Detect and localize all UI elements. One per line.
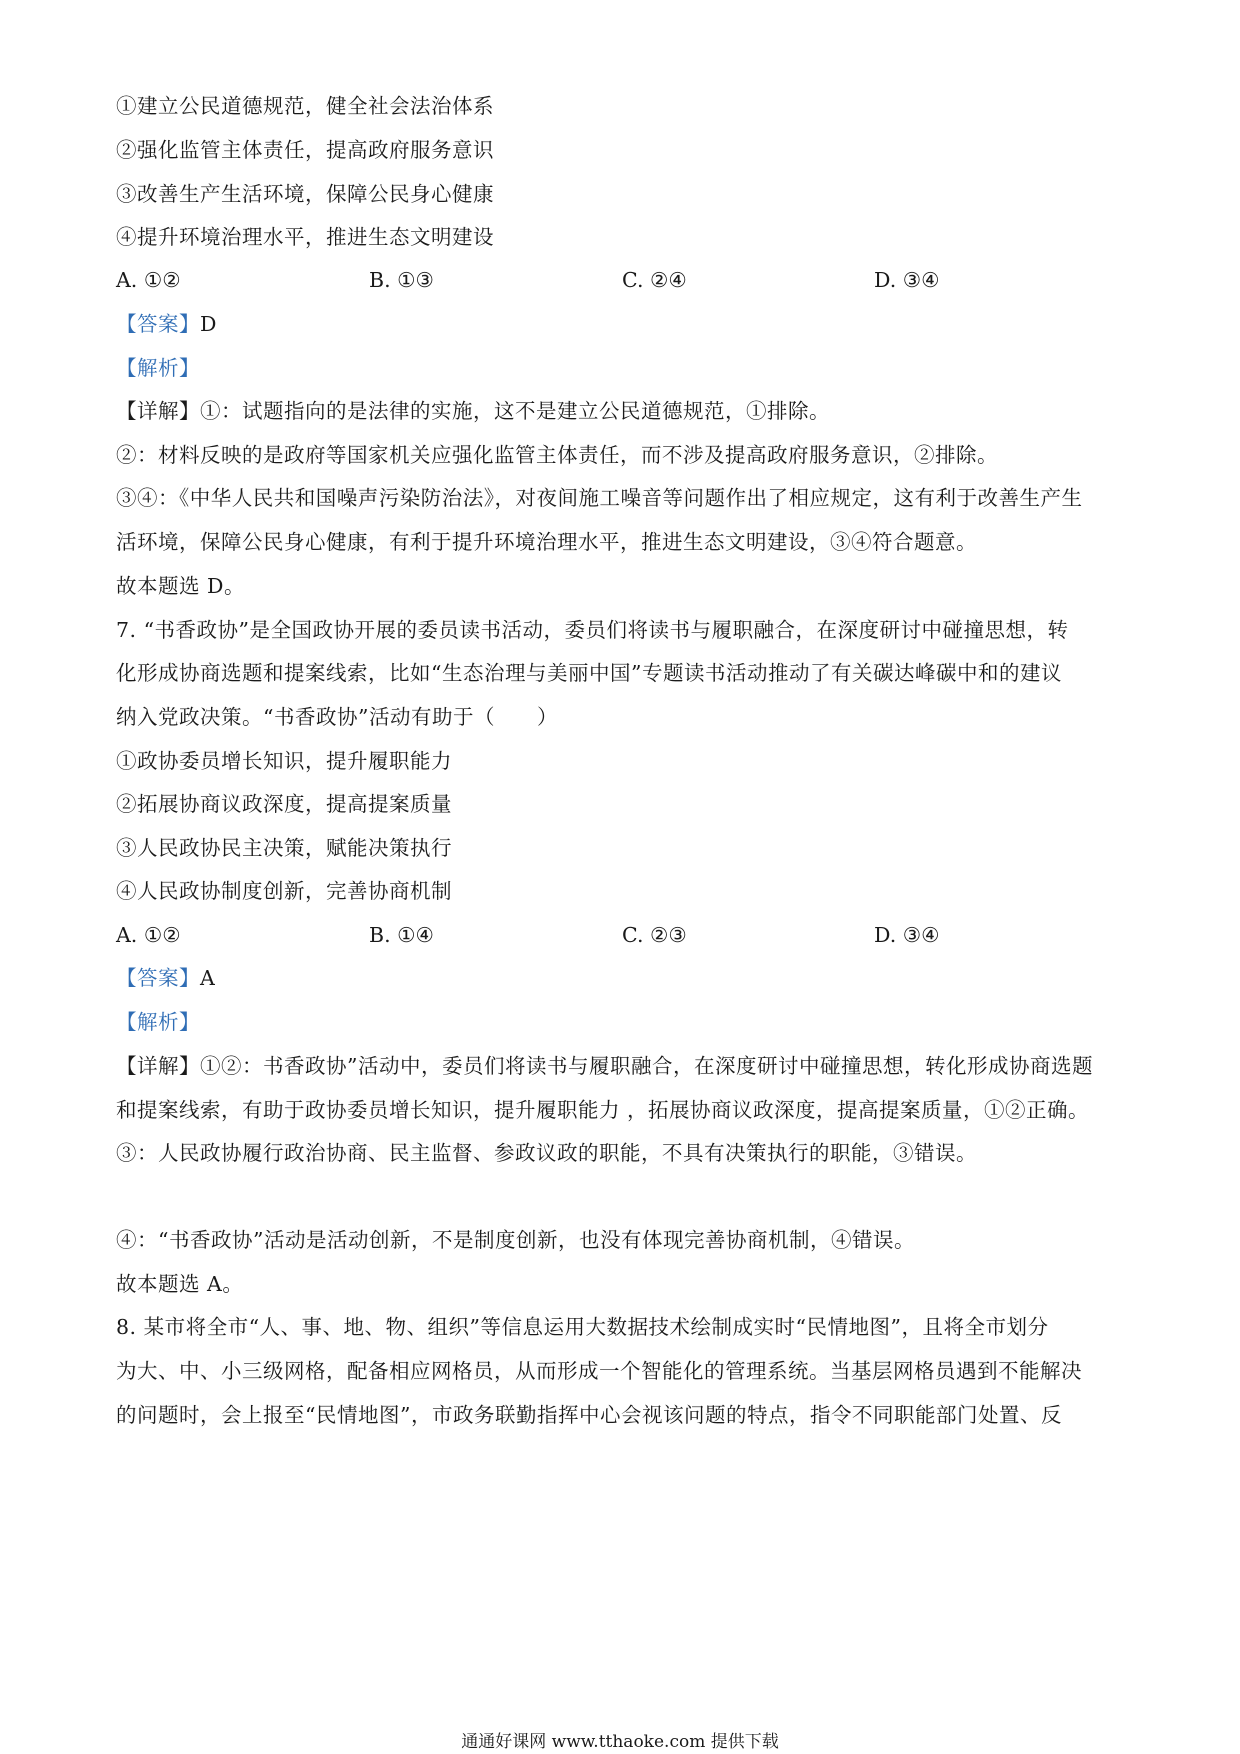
q6-option-a: A. ①②: [116, 268, 181, 292]
answer-tag: 【答案】: [116, 312, 200, 336]
q6-explanation-1: [116, 397, 830, 425]
q6-analysis-heading: [116, 354, 200, 382]
q7-item-4: ④人民政协制度创新，完善协商机制: [116, 879, 452, 903]
q6-explanation-4: 活环境，保障公民身心健康，有利于提升环境治理水平，推进生态文明建设，③④符合题意。: [116, 530, 977, 554]
q7-option-b: B. ①④: [369, 923, 434, 947]
q7-explanation-3: ③：人民政协履行政治协商、民主监督、参政议政的职能，不具有决策执行的职能，③错误。: [116, 1141, 977, 1165]
q7-item-1: ①政协委员增长知识，提升履职能力: [116, 749, 452, 773]
q8-stem-2: 为大、中、小三级网格，配备相应网格员，从而形成一个智能化的管理系统。当基层网格员遇到不能解决: [116, 1359, 1082, 1383]
q7-stem-1: 7. “书香政协”是全国政协开展的委员读书活动，委员们将读书与履职融合，在深度研讨中碰撞思想，转: [116, 618, 1069, 642]
q7-item-2: ②拓展协商议政深度，提高提案质量: [116, 792, 452, 816]
q7-answer: [116, 964, 215, 992]
explanation-text: ①②：书香政协”活动中，委员们将读书与履职融合，在深度研讨中碰撞思想，转化形成协商选题: [200, 1054, 1093, 1078]
q7-conclusion: 故本题选 A。: [116, 1272, 244, 1296]
q6-explanation-2: ②：材料反映的是政府等国家机关应强化监管主体责任，而不涉及提高政府服务意识，②排除。: [116, 443, 998, 467]
q6-conclusion: 故本题选 D。: [116, 574, 245, 598]
q7-option-a: A. ①②: [116, 923, 181, 947]
q6-option-b: B. ①③: [369, 268, 434, 292]
q6-option-c: C. ②④: [622, 268, 687, 292]
explanation-text: ①：试题指向的是法律的实施，这不是建立公民道德规范，①排除。: [200, 399, 830, 423]
q7-option-d: D. ③④: [874, 923, 940, 947]
answer-tag: 【答案】: [116, 966, 200, 990]
q7-explanation-4: ④：“书香政协”活动是活动创新，不是制度创新，也没有体现完善协商机制，④错误。: [116, 1228, 915, 1252]
q6-item-4: ④提升环境治理水平，推进生态文明建设: [116, 225, 494, 249]
analysis-tag: 【解析】: [116, 1010, 200, 1034]
q6-options: [116, 266, 1116, 294]
q7-explanation-2: 和提案线索，有助于政协委员增长知识，提升履职能力 ，拓展协商议政深度，提高提案质量，①②正确。: [116, 1098, 1090, 1122]
q7-stem-2: 化形成协商选题和提案线索，比如“生态治理与美丽中国”专题读书活动推动了有关碳达峰碳中和的建议: [116, 661, 1062, 685]
page-footer: 通通好课网 www.tthaoke.com 提供下载: [461, 1732, 779, 1752]
answer-value: D: [200, 312, 217, 336]
q7-analysis-heading: [116, 1008, 200, 1036]
q7-options: [116, 921, 1116, 949]
q6-answer: [116, 310, 217, 338]
q6-explanation-3: ③④：《中华人民共和国噪声污染防治法》，对夜间施工噪音等问题作出了相应规定，这有利于改善生产生: [116, 486, 1083, 510]
q8-stem-3: 的问题时，会上报至“民情地图”，市政务联勤指挥中心会视该问题的特点，指令不同职能部门处置、反: [116, 1403, 1062, 1427]
q7-explanation-1: [116, 1052, 1093, 1080]
q7-option-c: C. ②③: [622, 923, 687, 947]
q7-item-3: ③人民政协民主决策，赋能决策执行: [116, 836, 452, 860]
q7-stem-3: 纳入党政决策。“书香政协”活动有助于（ ）: [116, 705, 558, 729]
q8-stem-1: 8. 某市将全市“人、事、地、物、组织”等信息运用大数据技术绘制成实时“民情地图”，且将全市划分: [116, 1315, 1049, 1339]
analysis-tag: 【解析】: [116, 356, 200, 380]
q6-item-2: ②强化监管主体责任，提高政府服务意识: [116, 138, 494, 162]
q6-option-d: D. ③④: [874, 268, 940, 292]
q6-item-3: ③改善生产生活环境，保障公民身心健康: [116, 182, 494, 206]
q6-item-1: ①建立公民道德规范，健全社会法治体系: [116, 94, 494, 118]
detail-tag: 【详解】: [116, 399, 200, 423]
detail-tag: 【详解】: [116, 1054, 200, 1078]
answer-value: A: [200, 966, 216, 990]
